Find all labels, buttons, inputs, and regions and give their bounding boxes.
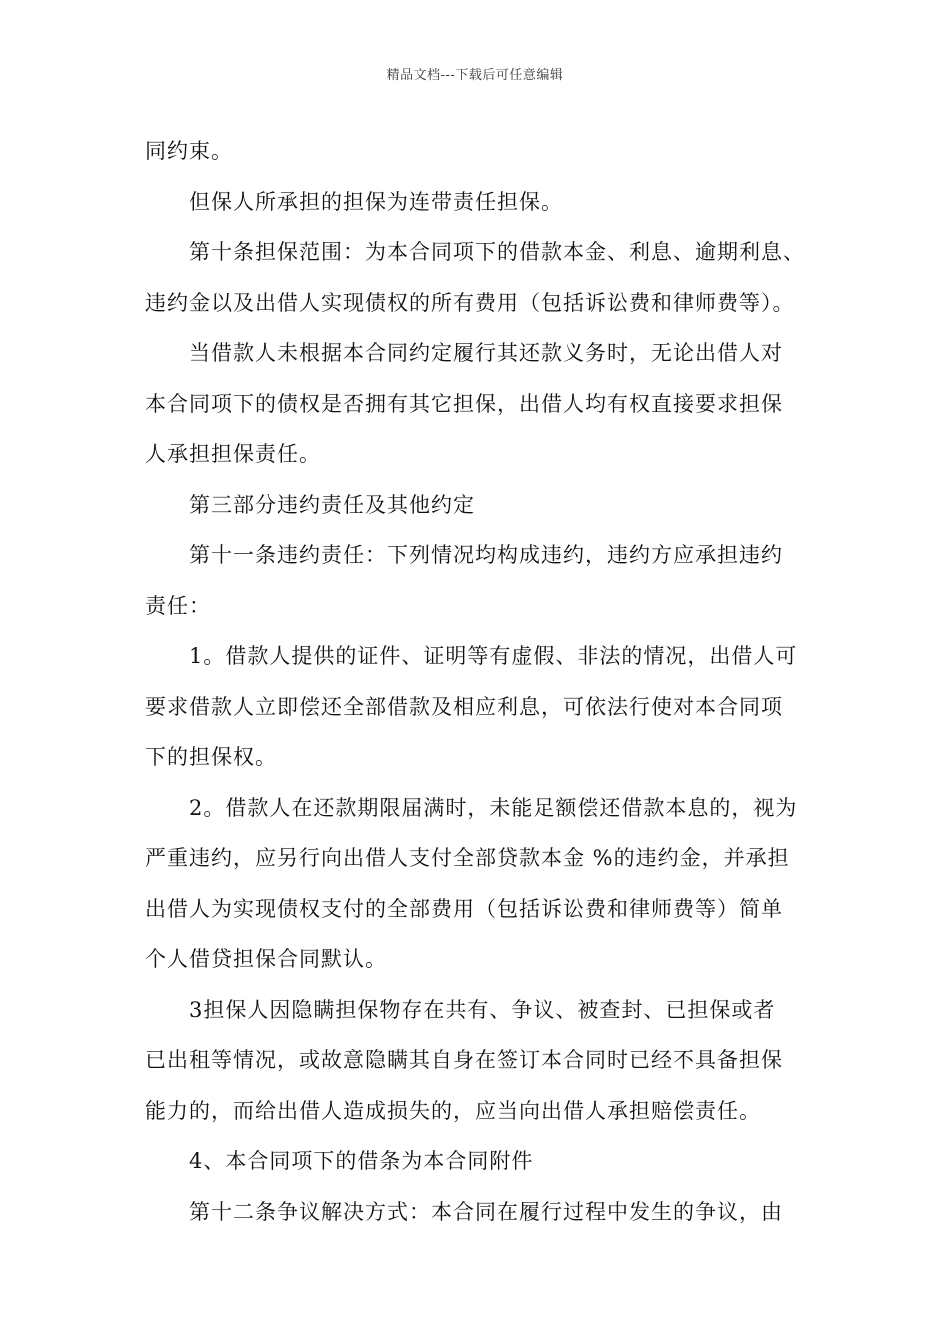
document-body — [145, 126, 825, 1237]
text-line: 本合同项下的债权是否拥有其它担保，出借人均有权直接要求担保 — [145, 391, 783, 416]
text-line: 已出租等情况，或故意隐瞒其自身在签订本合同时已经不具备担保 — [145, 1048, 783, 1072]
text-line: 当借款人未根据本合同约定履行其还款义务时，无论出借人对 — [189, 341, 783, 365]
text-line: 同约束。 — [145, 139, 233, 163]
text-line: 第三部分违约责任及其他约定 — [189, 492, 475, 517]
text-line: 要求借款人立即偿还全部借款及相应利息，可依法行使对本合同项 — [145, 694, 783, 719]
text-line: 4、本合同项下的借条为本合同附件 — [189, 1149, 534, 1173]
text-line: 违约金以及出借人实现债权的所有费用（包括诉讼费和律师费等）。 — [145, 290, 795, 315]
text-line: 责任： — [145, 593, 211, 618]
text-line: 3担保人因隐瞒担保物存在共有、争议、被查封、已担保或者 — [189, 997, 776, 1022]
text-line: 第十二条争议解决方式：本合同在履行过程中发生的争议，由 — [189, 1199, 783, 1224]
text-line: 1。借款人提供的证件、证明等有虚假、非法的情况，出借人可 — [189, 644, 798, 668]
text-line: 能力的，而给出借人造成损失的，应当向出借人承担赔偿责任。 — [145, 1098, 761, 1123]
text-line: 严重违约，应另行向出借人支付全部贷款本金 %的违约金，并承担 — [145, 846, 790, 870]
text-line: 第十条担保范围：为本合同项下的借款本金、利息、逾期利息、 — [189, 240, 805, 264]
text-line: 人承担担保责任。 — [145, 442, 321, 466]
text-line: 2。借款人在还款期限届满时，未能足额偿还借款本息的，视为 — [189, 795, 798, 820]
page-header: 精品文档---下载后可任意编辑 — [386, 68, 564, 83]
text-line: 但保人所承担的担保为连带责任担保。 — [189, 189, 563, 214]
text-line: 出借人为实现债权支付的全部费用（包括诉讼费和律师费等）简单 — [145, 896, 783, 921]
text-line: 第十一条违约责任：下列情况均构成违约，违约方应承担违约 — [189, 543, 783, 567]
text-line: 个人借贷担保合同默认。 — [145, 947, 387, 971]
text-line: 下的担保权。 — [145, 745, 277, 769]
